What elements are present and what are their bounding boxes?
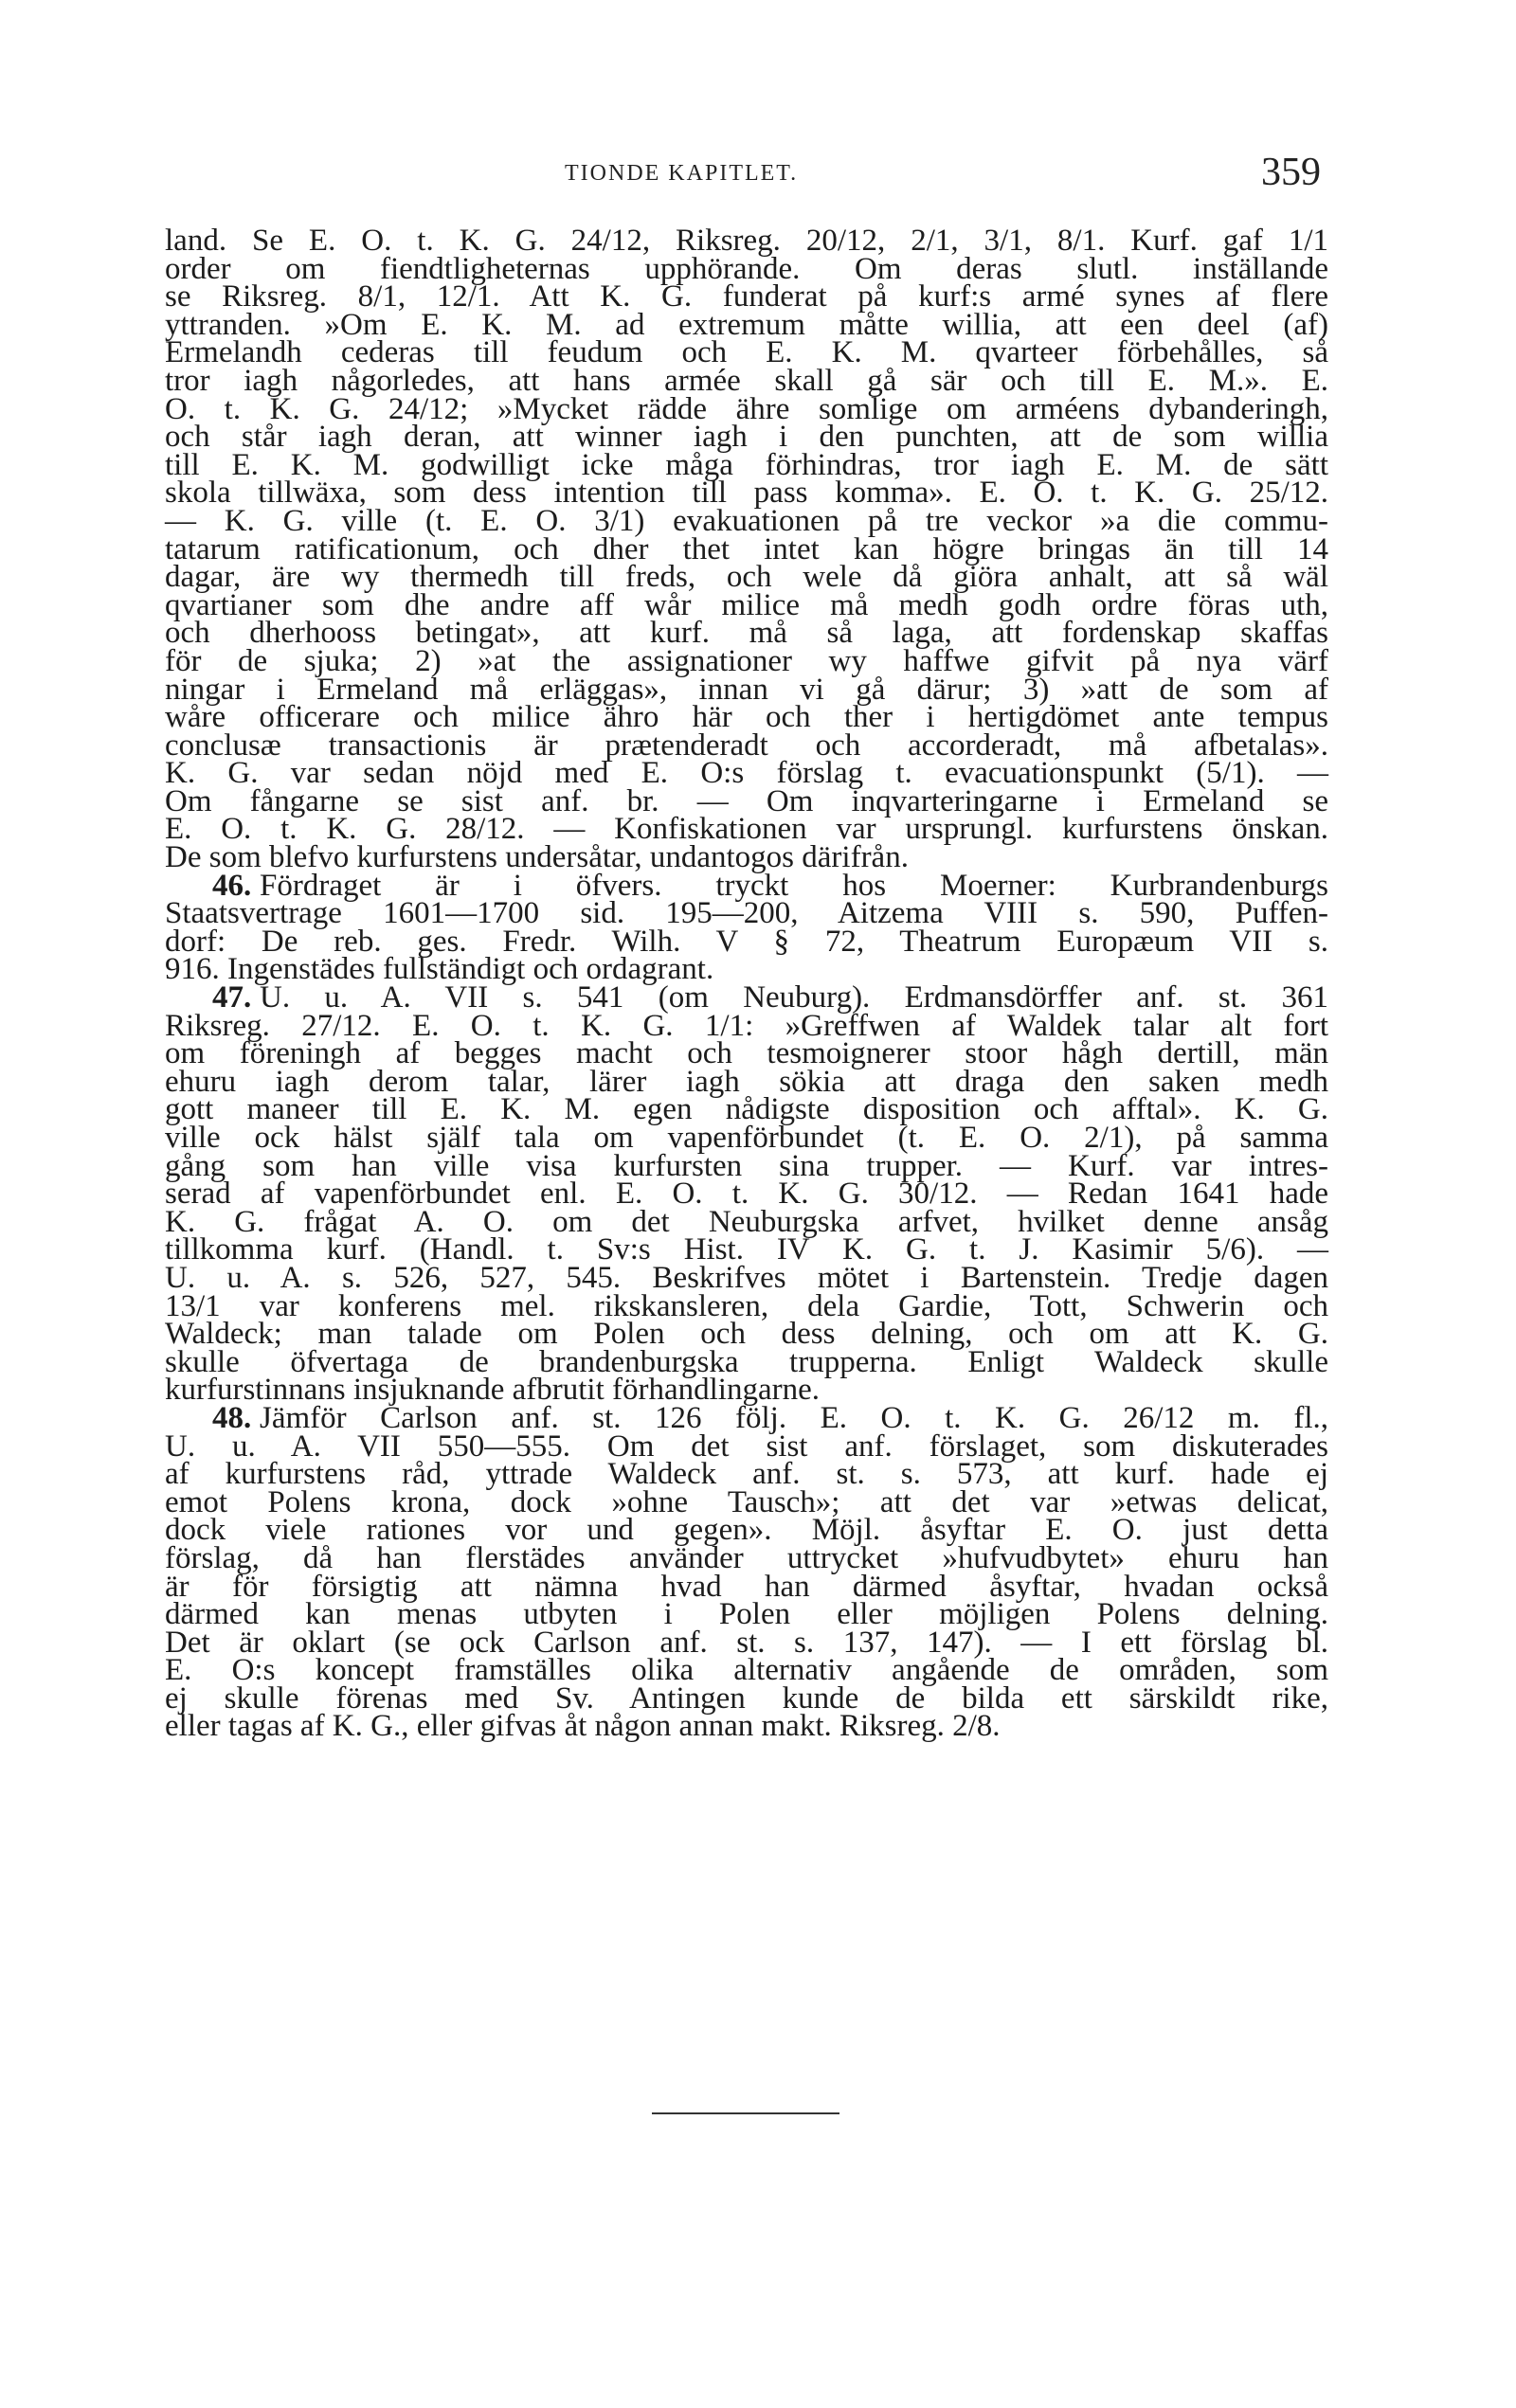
text-line: tatarum ratificationum, och dher thet intet kan högre bringas än till 14 [165, 531, 1328, 566]
text-line: E. O. t. K. G. 28/12. — Konfiskationen var ursprungl. kurfurstens önskan. [165, 812, 1328, 847]
note-number: 46. [212, 868, 252, 903]
text-line: af kurfurstens råd, yttrade Waldeck anf. st. s. 573, att kurf. hade ej [165, 1457, 1328, 1492]
text-line: till E. K. M. godwilligt icke måga förhindras, tror iagh E. M. de sätt [165, 447, 1328, 482]
text-line: emot Polens krona, dock »ohne Tausch»; att det var »etwas delicat, [165, 1484, 1328, 1519]
text-line: U. u. A. VII 550—555. Om det sist anf. förslaget, som diskuterades [165, 1429, 1328, 1464]
main-text [165, 224, 1328, 1744]
page-number: 359 [1261, 151, 1321, 194]
text-line: O. t. K. G. 24/12; »Mycket rädde ähre somlige om arméens dybanderingh, [165, 391, 1328, 426]
text-line: Staatsvertrage 1601—1700 sid. 195—200, Aitzema VIII s. 590, Puffen- [165, 896, 1328, 931]
note-first-line: Fördraget är i öfvers. tryckt hos Moerner: Kurbrandenburgs [260, 868, 1328, 903]
text-line: ningar i Ermeland må erläggas», innan vi gå därur; 3) »att de som af [165, 672, 1328, 707]
note-number: 48. [212, 1400, 252, 1435]
text-line: dorf: De reb. ges. Fredr. Wilh. V § 72, Theatrum Europæum VII s. [165, 924, 1328, 959]
text-line: och dherhooss betingat», att kurf. må så laga, att fordenskap skaffas [165, 616, 1328, 651]
text-line: De som blefvo kurfurstens undersåtar, undantogos därifrån. [165, 840, 909, 875]
text-line: order om fiendtligheternas upphörande. Om deras slutl. inställande [165, 251, 1328, 286]
running-head: TIONDE KAPITLET. [565, 161, 799, 186]
text-line: gång som han ville visa kurfursten sina trupper. — Kurf. var intres- [165, 1148, 1328, 1183]
text-line: därmed kan menas utbyten i Polen eller möjligen Polens delning. [165, 1597, 1328, 1632]
end-rule [652, 2112, 839, 2114]
text-line: land. Se E. O. t. K. G. 24/12, Riksreg. 20/12, 2/1, 3/1, 8/1. Kurf. gaf 1/1 [165, 224, 1328, 258]
text-line: kurfurstinnans insjuknande afbrutit förhandlingarne. [165, 1373, 820, 1408]
text-line: conclusæ transactionis är prætenderadt och accorderadt, må afbetalas». [165, 728, 1328, 763]
text-line: wåre officerare och milice ähro här och ther i hertigdömet ante tempus [165, 700, 1328, 735]
text-line: gott maneer till E. K. M. egen nådigste disposition och afftal». K. G. [165, 1092, 1328, 1127]
text-line: skola tillwäxa, som dess intention till pass komma». E. O. t. K. G. 25/12. [165, 476, 1328, 511]
text-line: ehuru iagh derom talar, lärer iagh sökia att draga den saken medh [165, 1064, 1328, 1099]
text-line: ville ock hälst själf tala om vapenförbundet (t. E. O. 2/1), på samma [165, 1121, 1328, 1155]
text-line: E. O:s koncept framställes olika alternativ angående de områden, som [165, 1653, 1328, 1688]
text-line: Waldeck; man talade om Polen och dess delning, och om att K. G. [165, 1317, 1328, 1352]
text-line: U. u. A. s. 526, 527, 545. Beskrifves mötet i Bartenstein. Tredje dagen [165, 1260, 1328, 1295]
text-line: Ermelandh cederas till feudum och E. K. M. qvarteer förbehålles, så [165, 335, 1328, 370]
text-line: för de sjuka; 2) »at the assignationer wy haffwe gifvit på nya värf [165, 643, 1328, 678]
text-line: — K. G. ville (t. E. O. 3/1) evakuationen på tre veckor »a die commu- [165, 503, 1328, 538]
text-line: om föreningh af begges macht och tesmoignerer stoor hågh dertill, män [165, 1036, 1328, 1071]
text-line: serad af vapenförbundet enl. E. O. t. K. G. 30/12. — Redan 1641 hade [165, 1177, 1328, 1212]
text-line: yttranden. »Om E. K. M. ad extremum måtte willia, att een deel (af) [165, 307, 1328, 342]
text-line: och står iagh deran, att winner iagh i den punchten, att de som willia [165, 420, 1328, 455]
note-first-line: U. u. A. VII s. 541 (om Neuburg). Erdmansdörffer anf. st. 361 [260, 980, 1328, 1015]
text-line: skulle öfvertaga de brandenburgska trupperna. Enligt Waldeck skulle [165, 1344, 1328, 1379]
text-line: 13/1 var konferens mel. rikskansleren, dela Gardie, Tott, Schwerin och [165, 1288, 1328, 1323]
text-line: ej skulle förenas med Sv. Antingen kunde de bilda ett särskildt rike, [165, 1680, 1328, 1716]
note-number: 47. [212, 980, 252, 1015]
text-line: Om fångarne se sist anf. br. — Om inqvarteringarne i Ermeland se [165, 783, 1328, 818]
text-line: Det är oklart (se ock Carlson anf. st. s. 137, 147). — I ett förslag bl. [165, 1625, 1328, 1660]
text-line: tillkomma kurf. (Handl. t. Sv:s Hist. IV K. G. t. J. Kasimir 5/6). — [165, 1232, 1328, 1267]
text-line: K. G. frågat A. O. om det Neuburgska arfvet, hvilket denne ansåg [165, 1204, 1328, 1239]
text-line: K. G. var sedan nöjd med E. O:s förslag t. evacuationspunkt (5/1). — [165, 756, 1328, 791]
text-line: dagar, äre wy thermedh till freds, och wele då giöra anhalt, att så wäl [165, 560, 1328, 595]
text-line: Riksreg. 27/12. E. O. t. K. G. 1/1: »Greffwen af Waldek talar alt fort [165, 1008, 1328, 1043]
text-line: förslag, då han flerstädes använder uttrycket »hufvudbytet» ehuru han [165, 1540, 1328, 1575]
note-first-line: Jämför Carlson anf. st. 126 följ. E. O. t. K. G. 26/12 m. fl., [260, 1400, 1328, 1435]
text-line: se Riksreg. 8/1, 12/1. Att K. G. funderat på kurf:s armé synes af flere [165, 279, 1328, 314]
text-line: är för försigtig att nämna hvad han därmed åsyftar, hvadan också [165, 1569, 1328, 1604]
text-line: 916. Ingenstädes fullständigt och ordagrant. [165, 952, 714, 987]
text-line: qvartianer som dhe andre aff wår milice må medh godh ordre föras uth, [165, 587, 1328, 622]
text-line: tror iagh någorledes, att hans armée skall gå sär och till E. M.». E. [165, 363, 1328, 398]
text-line: dock viele rationes vor und gegen». Möjl. åsyftar E. O. just detta [165, 1513, 1328, 1548]
text-line: eller tagas af K. G., eller gifvas åt någon annan makt. Riksreg. 2/8. [165, 1709, 1001, 1744]
